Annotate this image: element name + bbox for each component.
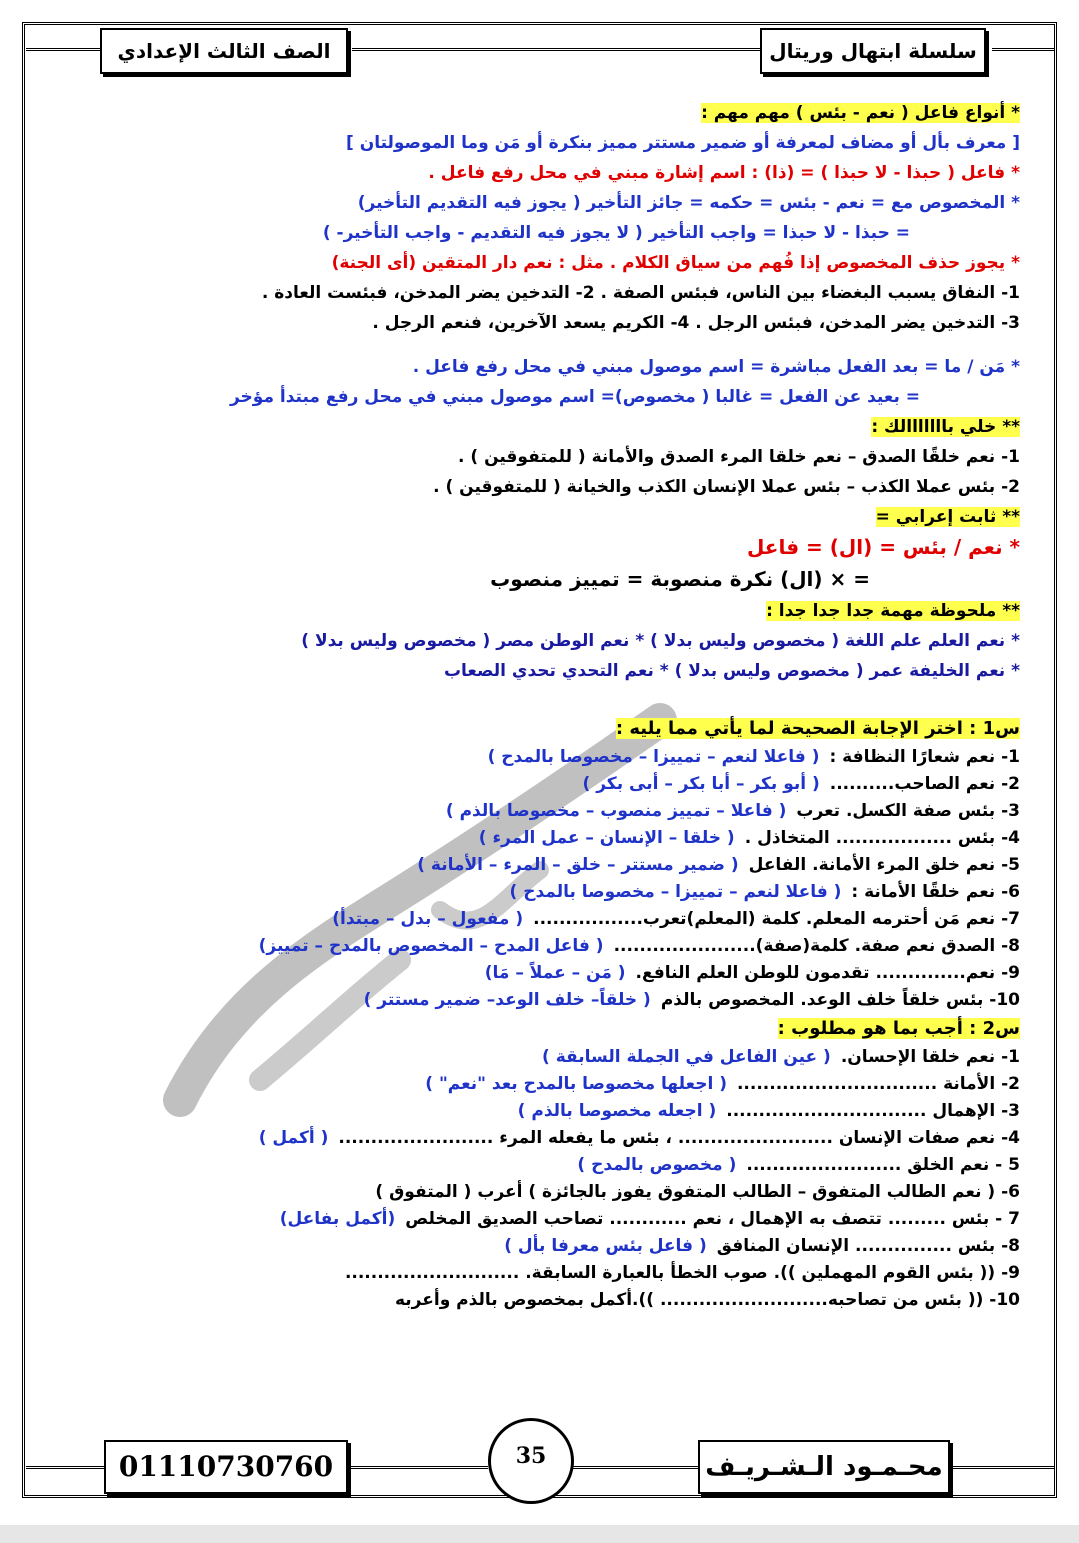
series-title-box (760, 28, 986, 74)
example-line: * نعم العلم علم اللغة ( مخصوص وليس بدلا ) * نعم الوطن مصر ( مخصوص وليس بدلا ) (301, 631, 1020, 651)
example-line: * نعم الخليفة عمر ( مخصوص وليس بدلا ) * نعم التحدي تحدي الصعاب (443, 661, 1020, 681)
question-row (60, 1071, 1020, 1098)
note-heading: ** ملحوظة مهمة جدا جدا جدا : (766, 601, 1020, 621)
answer-choices: ( فاعلا – تمييز منصوب – مخصوصا بالذم ) (445, 801, 787, 821)
q2-list (60, 1044, 1020, 1314)
header-rule-left (26, 48, 106, 51)
author-name: محـمـود الـشـريـف (705, 1452, 943, 1482)
header-rule-right (992, 48, 1054, 51)
rule-line: * مَن / ما = بعد الفعل مباشرة = اسم موصول مبني في محل رفع فاعل . (412, 357, 1020, 377)
types-heading (60, 98, 1020, 128)
question-row (60, 1179, 1020, 1206)
rule-line: = بعيد عن الفعل = غالبا ( مخصوص)= اسم موصول مبني في محل رفع مبتدأ مؤخر (229, 387, 920, 407)
rule-line: * يجوز حذف المخصوص إذا فُهم من سياق الكلام . مثل : نعم دار المتقين (أى الجنة) (331, 253, 1020, 273)
question-text: 4- بئس .................. المتخاذل . (744, 828, 1020, 848)
answer-choices: ( خلقا – الإنسان – عمل المرء ) (478, 828, 735, 848)
question-row (60, 906, 1020, 933)
question-text: 5- نعم خلق المرء الأمانة. الفاعل (748, 855, 1020, 875)
question-row (60, 1206, 1020, 1233)
answer-choices: ( فاعل بئس معرفا بأل ) (504, 1236, 707, 1256)
question-text: 10- (( بئس من تصاحبه.......................... )).أكمل بمخصوص بالذم وأعربه (394, 1290, 1020, 1310)
question-row (60, 960, 1020, 987)
question-text: 5 - نعم الخلق ........................ (746, 1155, 1020, 1175)
grade-title: الصف الثالث الإعدادي (117, 39, 331, 63)
question-text: 1- نعم خلقا الإحسان. (840, 1047, 1020, 1067)
author-box (698, 1440, 950, 1494)
example-line: 1- نعم خلقًا الصدق – نعم خلقا المرء الصدق والأمانة ( للمتفوقين ) . (458, 447, 1020, 467)
example-line: 3- التدخين يضر المدخن، فبئس الرجل . 4- الكريم يسعد الآخرين، فنعم الرجل . (372, 313, 1020, 333)
question-row (60, 771, 1020, 798)
question-text: 3- الإهمال ............................... (726, 1101, 1020, 1121)
answer-choices: ( عين الفاعل في الجملة السابقة ) (542, 1047, 831, 1067)
answer-choices: ( اجعله مخصوصا بالذم ) (517, 1101, 717, 1121)
note-heading: ** خلي بااااااالك : (871, 417, 1020, 437)
question-text: 7 - بئس ......... تتصف به الإهمال ، نعم ............ تصاحب الصديق المخلص (405, 1209, 1020, 1229)
question-row (60, 798, 1020, 825)
answer-choices: ( فاعلا لنعم – تمييزا – مخصوصا بالمدح ) (487, 747, 820, 767)
question-text: 4- نعم صفات الإنسان ........................ ، بئس ما يفعله المرء ........................ (338, 1128, 1020, 1148)
question-row (60, 1260, 1020, 1287)
answer-choices: ( أبو بكر – أبا بكر – أبى بكر ) (582, 774, 820, 794)
rule-line: = × (ال) نكرة منصوبة = تمييز منصوب (490, 567, 870, 591)
line-text: * أنواع فاعل ( نعم - بئس ) مهم مهم : (701, 103, 1020, 123)
rule-line: = حبذا - لا حبذا = واجب التأخير ( لا يجوز فيه التقديم - واجب التأخير- ) (322, 223, 910, 243)
question-text: 10- بئس خلقاً خلف الوعد. المخصوص بالذم (660, 990, 1020, 1010)
phone-box (104, 1440, 348, 1494)
question-text: 8- بئس ............... الإنسان المنافق (716, 1236, 1020, 1256)
content-area (60, 98, 1020, 1314)
question-row (60, 852, 1020, 879)
question-row (60, 1152, 1020, 1179)
answer-choices: ( مفعول – بدل – مبتدأ) (332, 909, 524, 929)
question-text: 9- (( بئس القوم المهملين )). صوب الخطأ بالعبارة السابقة. ........................... (344, 1263, 1020, 1283)
question-row (60, 1044, 1020, 1071)
q1-title: س1 : اختر الإجابة الصحيحة لما يأتي مما يليه : (615, 718, 1020, 739)
rule-line: [ معرف بأل أو مضاف لمعرفة أو ضمير مستتر مميز بنكرة أو مَن وما الموصولتان ] (346, 133, 1020, 153)
rule-line: * فاعل ( حبذا - لا حبذا ) = (ذا) : اسم إشارة مبني في محل رفع فاعل . (428, 163, 1020, 183)
bottom-strip (0, 1525, 1079, 1543)
q1-list (60, 744, 1020, 1014)
header-rule-middle (352, 48, 760, 51)
question-row (60, 987, 1020, 1014)
answer-choices: ( فاعل المدح – المخصوص بالمدح – تمييز) (258, 936, 604, 956)
question-row (60, 1233, 1020, 1260)
note-heading: ** ثابت إعرابي = (875, 507, 1020, 527)
question-row (60, 744, 1020, 771)
footer-rule-left (26, 1466, 106, 1469)
answer-choices: ( خلقاً– خلف الوعد– ضمير مستتر ) (363, 990, 651, 1010)
answer-choices: ( مَن – عملاً – مَا) (484, 963, 626, 983)
question-row (60, 825, 1020, 852)
question-row (60, 1287, 1020, 1314)
series-title: سلسلة ابتهال وريتال (769, 39, 977, 63)
question-text: 7- نعم مَن أحترمه المعلم. كلمة (المعلم)تعرب................. (533, 909, 1020, 929)
answer-choices: ( مخصوص بالمدح ) (577, 1155, 737, 1175)
question-text: 2- الأمانة ............................... (736, 1074, 1020, 1094)
rule-line: * المخصوص مع = نعم - بئس = حكمه = جائز التأخير ( يجوز فيه التقديم التأخير) (357, 193, 1020, 213)
page-number-circle (488, 1418, 574, 1504)
footer-rule-mid-right (568, 1466, 698, 1469)
question-row (60, 1098, 1020, 1125)
question-text: 8- الصدق نعم صفة. كلمة(صفة)...................... (613, 936, 1020, 956)
example-line: 2- بئس عملا الكذب – بئس عملا الإنسان الكذب والخيانة ( للمتفوقين ) . (433, 477, 1020, 497)
example-line: 1- النفاق يسبب البغضاء بين الناس، فبئس الصفة . 2- التدخين يضر المدخن، فبئست العادة . (261, 283, 1020, 303)
footer-rule-mid-left (348, 1466, 488, 1469)
answer-choices: ( أكمل ) (258, 1128, 329, 1148)
grade-title-box (100, 28, 348, 74)
question-row (60, 1125, 1020, 1152)
answer-choices: (أكمل بفاعل) (279, 1209, 396, 1229)
footer-rule-right (950, 1466, 1054, 1469)
rule-line: * نعم / بئس = (ال) = فاعل (746, 535, 1020, 559)
page-number: 35 (515, 1443, 547, 1469)
question-text: 3- بئس صفة الكسل. تعرب (796, 801, 1020, 821)
answer-choices: ( ضمير مستتر – خلق – المرء – الأمانة ) (417, 855, 739, 875)
question-text: 6- نعم خلقًا الأمانة : (851, 882, 1020, 902)
question-text: 9- نعم.............. تقدمون للوطن العلم النافع. (635, 963, 1020, 983)
question-row (60, 879, 1020, 906)
question-text: 6- ( نعم الطالب المتفوق – الطالب المتفوق يفوز بالجائزة ) أعرب ( المتفوق ) (375, 1182, 1020, 1202)
question-text: 2- نعم الصاحب.......... (829, 774, 1020, 794)
question-row (60, 933, 1020, 960)
question-text: 1- نعم شعارًا النظافة : (829, 747, 1020, 767)
answer-choices: ( فاعلا لنعم – تمييزا – مخصوصا بالمدح ) (509, 882, 842, 902)
q2-title: س2 : أجب بما هو مطلوب : (777, 1018, 1020, 1039)
phone-number: 01110730760 (118, 1450, 334, 1483)
answer-choices: ( اجعلها مخصوصا بالمدح بعد "نعم" ) (425, 1074, 727, 1094)
